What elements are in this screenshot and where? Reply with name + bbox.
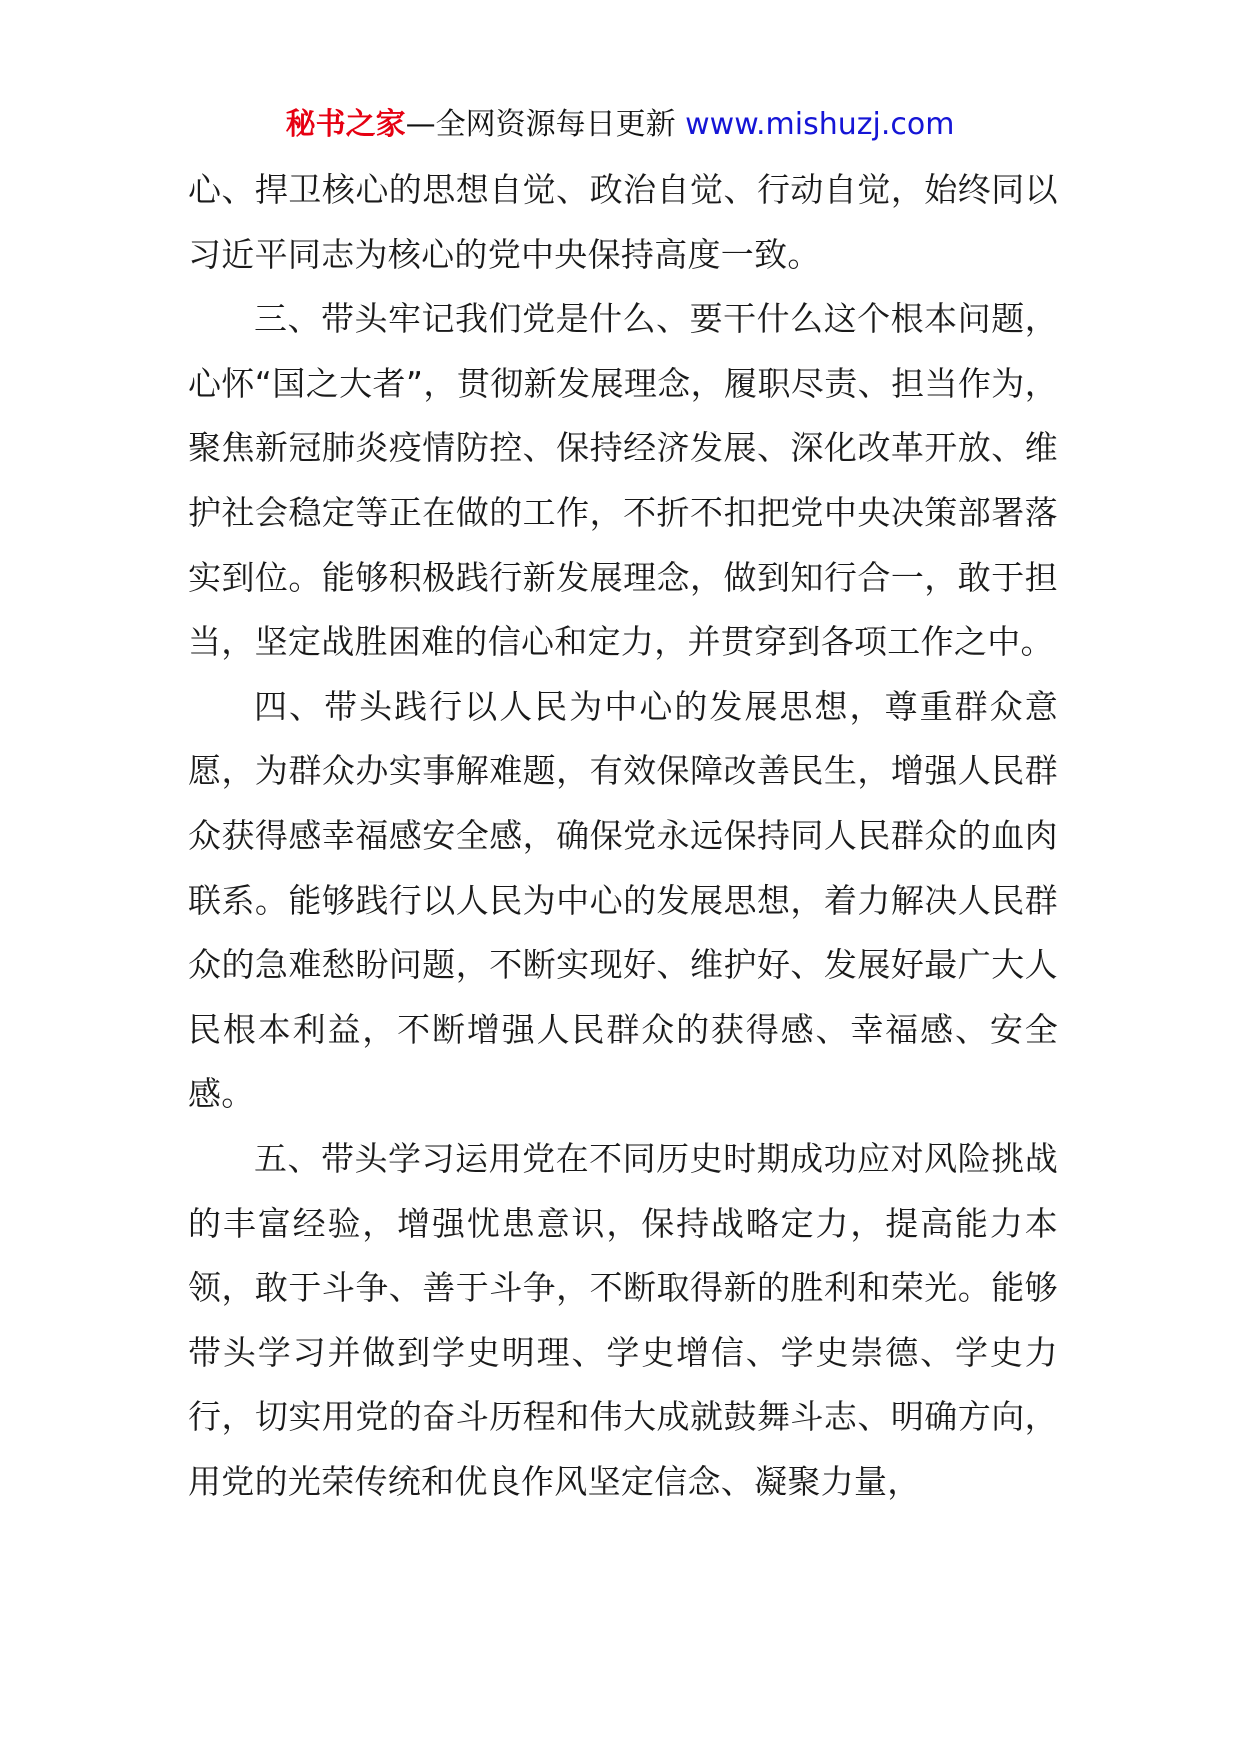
site-tagline: —全网资源每日更新 (405, 107, 676, 142)
site-url-link[interactable]: www.mishuzj.com (685, 107, 955, 142)
paragraph-continued: 心、捍卫核心的思想自觉、政治自觉、行动自觉，始终同以习近平同志为核心的党中央保持高度一致。 (188, 170, 1058, 274)
document-body (188, 158, 1058, 1514)
paragraph-section-five: 五、带头学习运用党在不同历史时期成功应对风险挑战的丰富经验，增强忧患意识，保持战略定力，提高能力本领，敢于斗争、善于斗争，不断取得新的胜利和荣光。能够带头学习并做到学史明理、学史增信、学史崇德、学史力行，切实用党的奋斗历程和伟大成就鼓舞斗志、明确方向，用党的光荣传统和优良作风坚定信念、凝聚力量， (188, 1138, 1058, 1501)
site-header (0, 98, 1240, 152)
paragraph-section-three: 三、带头牢记我们党是什么、要干什么这个根本问题，心怀“国之大者”，贯彻新发展理念，履职尽责、担当作为，聚焦新冠肺炎疫情防控、保持经济发展、深化改革开放、维护社会稳定等正在做的工作，不折不扣把党中央决策部署落实到位。能够积极践行新发展理念，做到知行合一，敢于担当，坚定战胜困难的信心和定力，并贯穿到各项工作之中。 (188, 299, 1058, 662)
site-brand: 秘书之家 (285, 107, 406, 142)
paragraph-section-four: 四、带头践行以人民为中心的发展思想，尊重群众意愿，为群众办实事解难题，有效保障改善民生，增强人民群众获得感幸福感安全感，确保党永远保持同人民群众的血肉联系。能够践行以人民为中心的发展思想，着力解决人民群众的急难愁盼问题，不断实现好、维护好、发展好最广大人民根本利益，不断增强人民群众的获得感、幸福感、安全感。 (188, 686, 1058, 1114)
